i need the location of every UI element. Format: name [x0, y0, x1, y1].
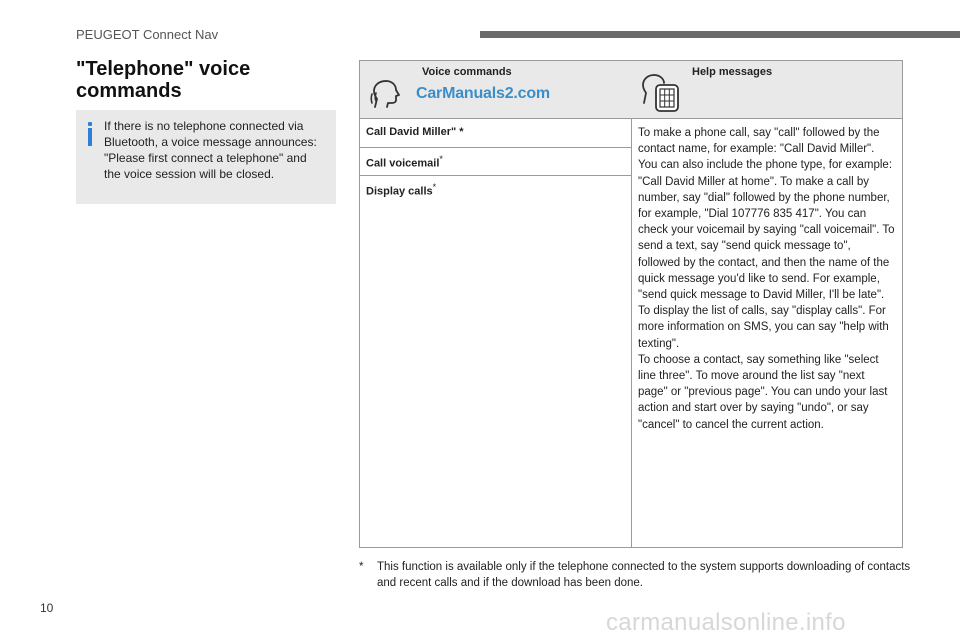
footnote [359, 559, 919, 591]
help-messages-label: Help messages [692, 66, 773, 78]
help-paragraph: To choose a contact, say something like "select line three". To move around the list say "next page" or "previous page". You can undo your last action and start over by saying "undo", or say "cancel" to cancel the current action. [638, 353, 888, 431]
header-cell-voice [360, 61, 631, 119]
help-paragraph: To make a phone call, say "call" followed by the contact name, for example: "Call David Miller". You can also include the phone type, for example: "Call David Miller at home". To make a call by number, say "dial" followed by the phone number, for example, "Dial 107776 835 417". You can check your voicemail by saying "call voicemail". To send a text, say "send quick message to", followed by the contact, and then the name of the quick message you'd like to send. For example, "send quick message to David Miller, I'll be late". To display the list of calls, say "display calls". For more information on SMS, you can say "help with texting". [638, 127, 895, 350]
footnote-asterisk: * [359, 561, 364, 573]
voice-commands-label: Voice commands [422, 66, 512, 78]
page-number: 10 [40, 601, 54, 615]
voice-command-icon [370, 77, 404, 111]
site-watermark: carmanualsonline.info [606, 609, 846, 636]
section-title: "Telephone" voice commands [76, 58, 251, 102]
voice-commands-table [359, 60, 903, 548]
header-bar [480, 31, 960, 38]
column-divider [631, 61, 632, 547]
command-row [360, 176, 631, 206]
carmanuals-watermark: CarManuals2.com [416, 85, 550, 102]
header-title: PEUGEOT Connect Nav [76, 27, 219, 42]
footnote-marker: * [459, 126, 464, 138]
command-row [360, 148, 631, 176]
info-box [76, 110, 336, 204]
info-text: If there is no telephone connected via Bluetooth, a voice message announces: "Please first connect a telephone" and the voice session will be closed. [104, 119, 317, 181]
header-cell-help [632, 61, 902, 119]
footnote-marker: * [439, 154, 443, 164]
command-text: Call voicemail [366, 157, 440, 170]
command-text: Call David Miller" [366, 126, 457, 138]
table-header-row [360, 61, 902, 119]
footnote-text: This function is available only if the telephone connected to the system supports downloading of contacts and recent calls and if the download has been done. [377, 561, 911, 589]
help-message-text [638, 125, 896, 433]
footnote-marker: * [432, 182, 437, 192]
command-text: Display calls [366, 185, 433, 198]
command-row [360, 120, 631, 148]
info-icon [86, 122, 94, 146]
help-phone-icon [640, 71, 684, 115]
